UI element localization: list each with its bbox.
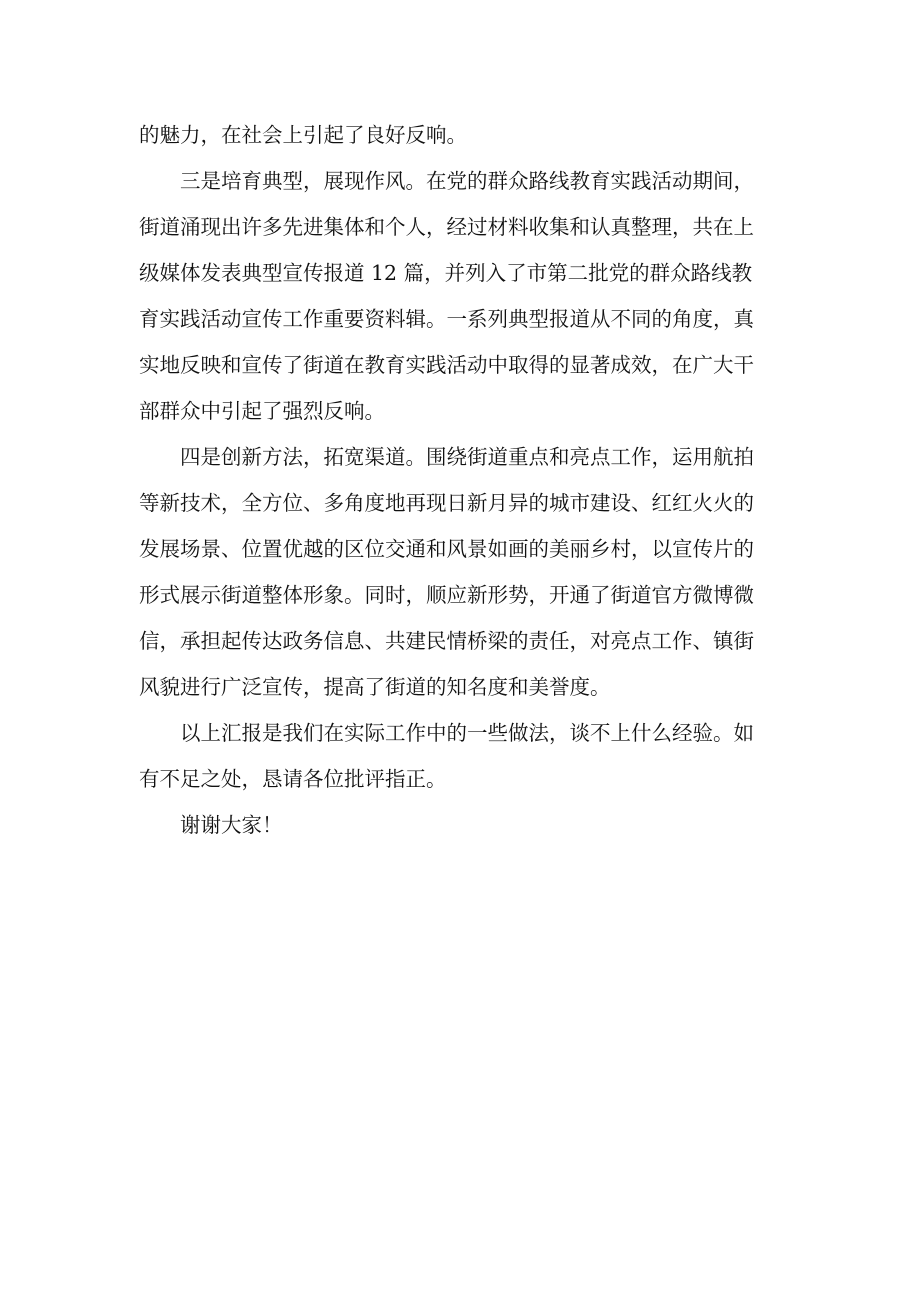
paragraph-line: 实地反映和宣传了街道在教育实践活动中取得的显著成效，在广大干	[139, 353, 754, 377]
document-body	[139, 112, 782, 848]
paragraph-line: 形式展示街道整体形象。同时，顺应新形势，开通了街道官方微博微	[139, 583, 754, 607]
paragraph-line: 发展场景、位置优越的区位交通和风景如画的美丽乡村，以宣传片的	[139, 537, 754, 561]
paragraph-line: 四是创新方法，拓宽渠道。围绕街道重点和亮点工作，运用航拍	[180, 445, 754, 469]
paragraph-line: 三是培育典型，展现作风。在党的群众路线教育实践活动期间，	[180, 169, 754, 193]
paragraph-line: 部群众中引起了强烈反响。	[139, 399, 385, 423]
paragraph-line: 信，承担起传达政务信息、共建民情桥梁的责任，对亮点工作、镇街	[139, 629, 754, 653]
paragraph-line: 等新技术，全方位、多角度地再现日新月异的城市建设、红红火火的	[139, 491, 754, 515]
paragraph-line: 育实践活动宣传工作重要资料辑。一系列典型报道从不同的角度，真	[139, 307, 754, 331]
paragraph-line: 以上汇报是我们在实际工作中的一些做法，谈不上什么经验。如	[180, 721, 754, 745]
paragraph-line: 风貌进行广泛宣传，提高了街道的知名度和美誉度。	[139, 675, 611, 699]
closing-line: 谢谢大家！	[180, 813, 283, 837]
paragraph-line: 级媒体发表典型宣传报道 12 篇，并列入了市第二批党的群众路线教	[139, 261, 753, 285]
paragraph-line: 街道涌现出许多先进集体和个人，经过材料收集和认真整理，共在上	[139, 215, 754, 239]
paragraph-line: 有不足之处，恳请各位批评指正。	[139, 767, 447, 791]
paragraph-line: 的魅力，在社会上引起了良好反响。	[139, 123, 467, 147]
